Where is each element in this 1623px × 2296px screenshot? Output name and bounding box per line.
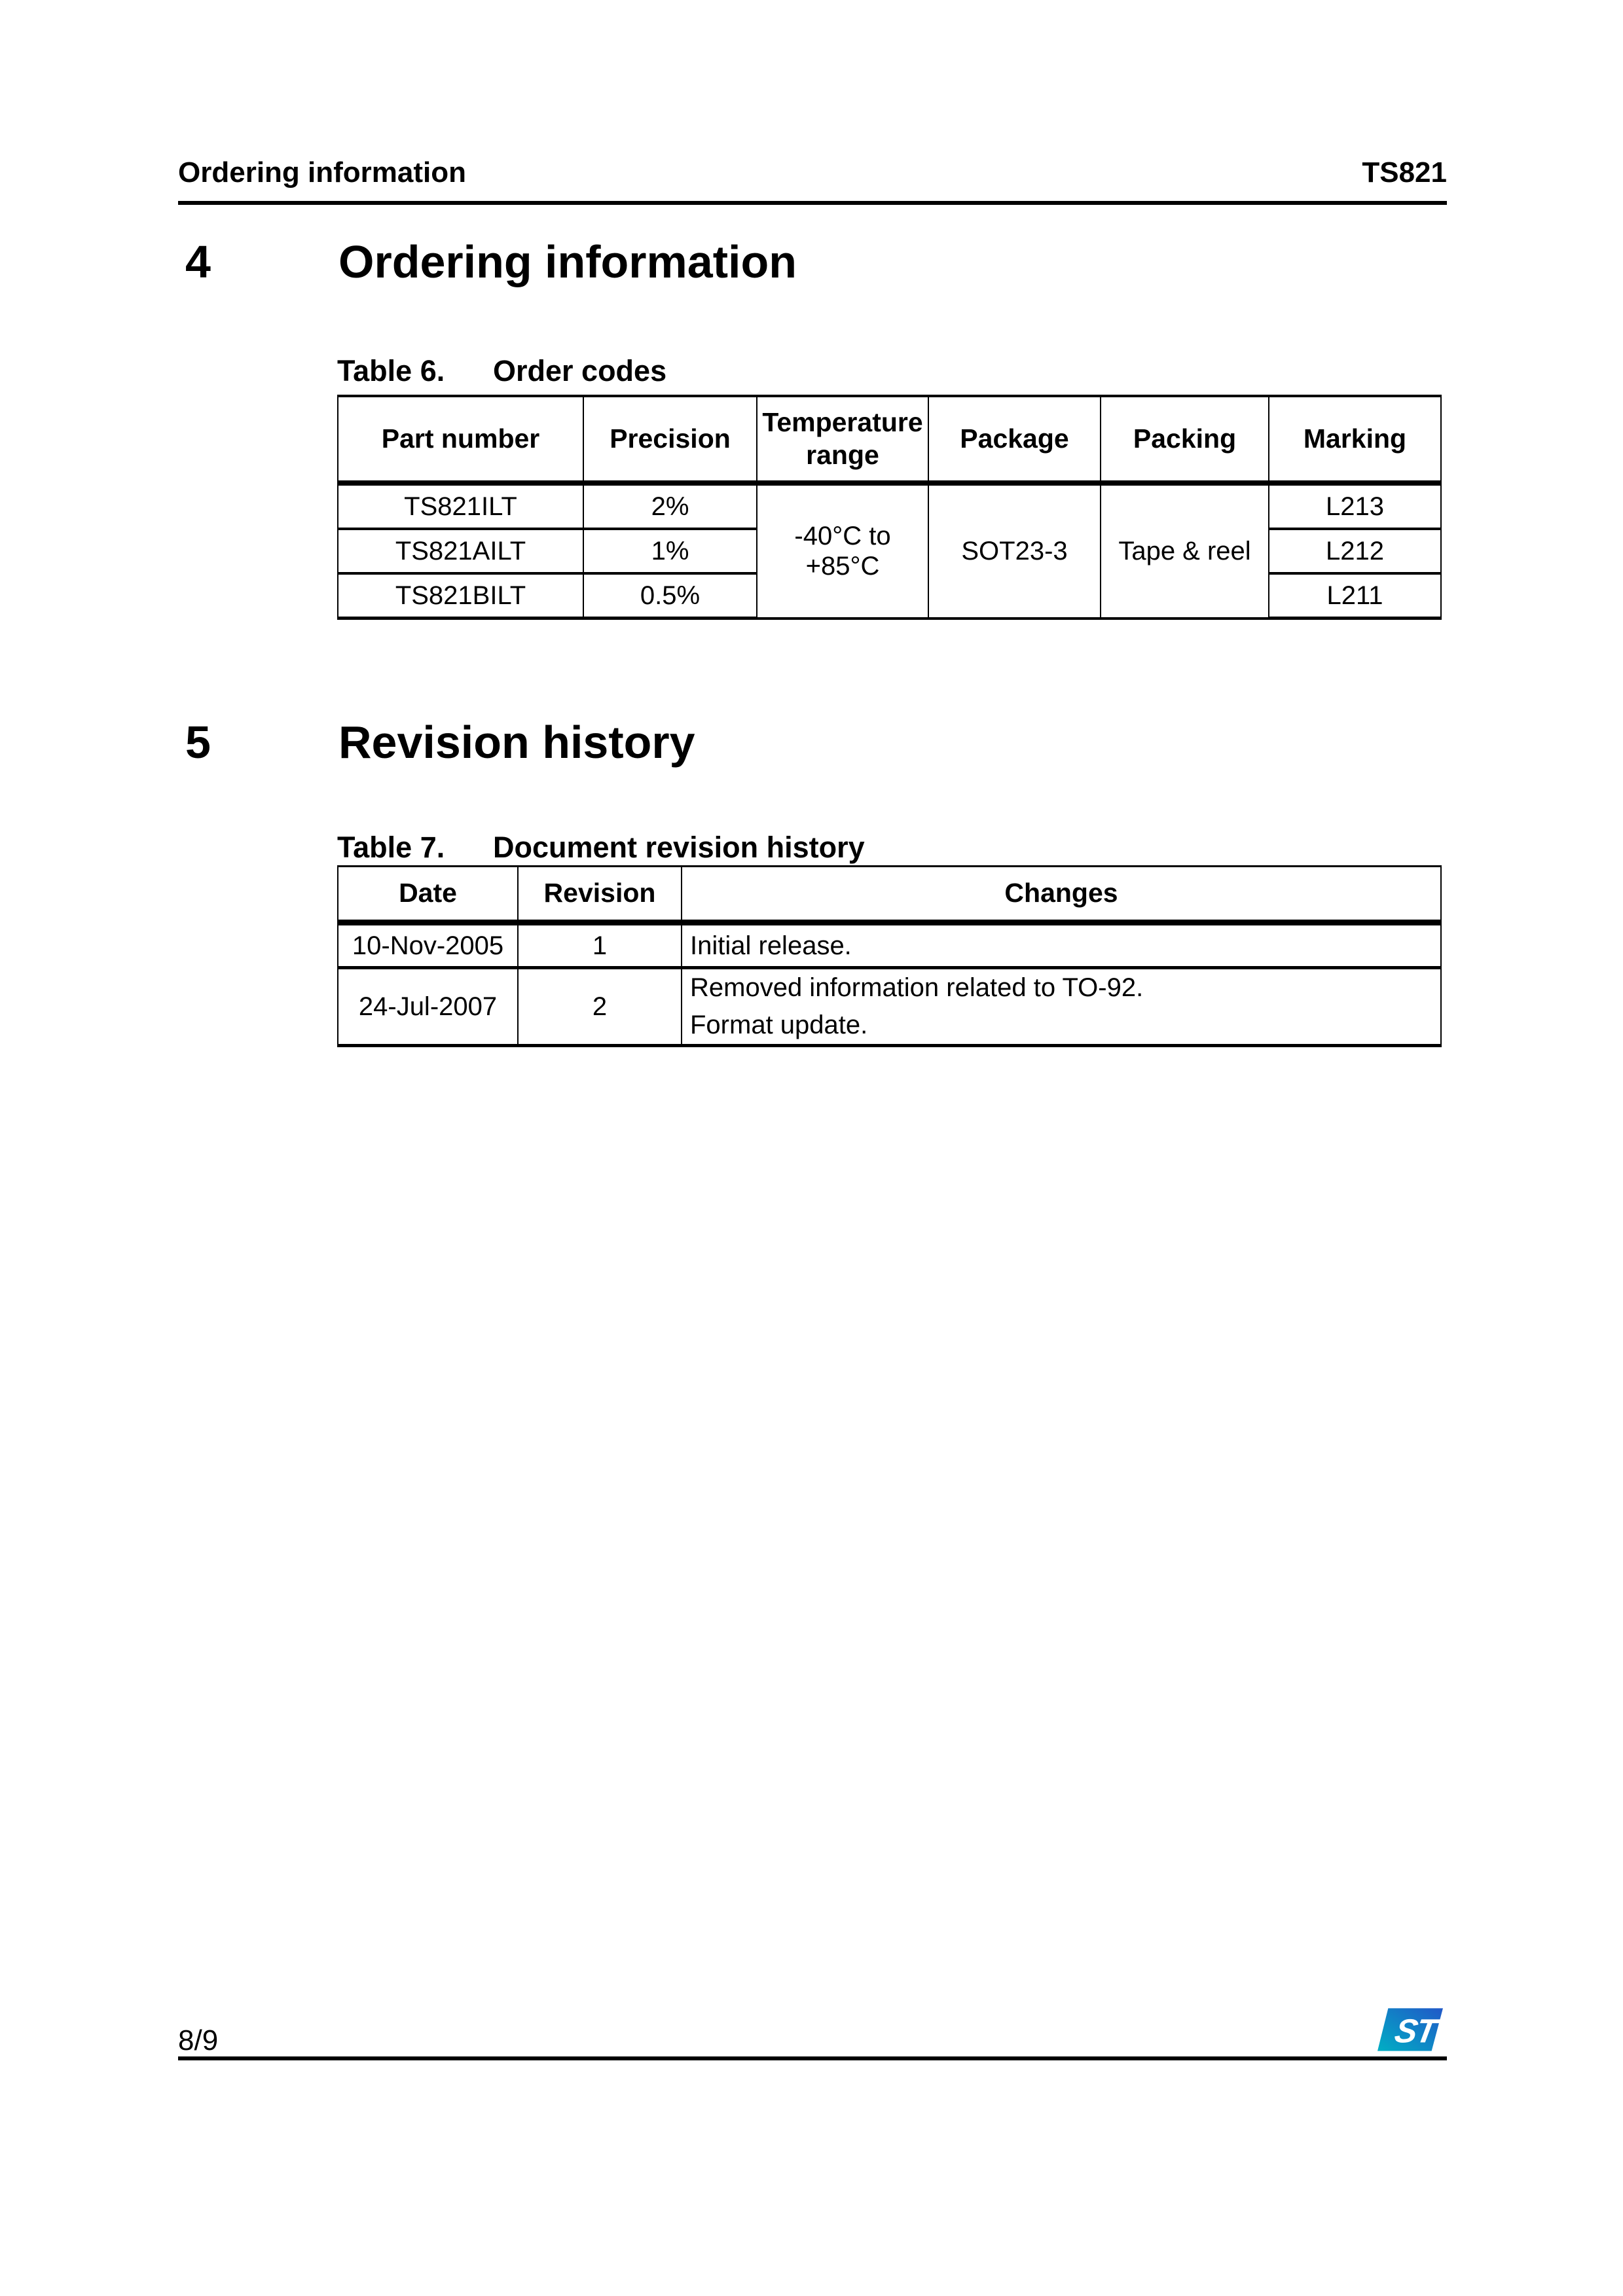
temperature-range-cell xyxy=(757,483,928,619)
part-number-cell: TS821BILT xyxy=(338,573,583,619)
running-header-product: TS821 xyxy=(1362,156,1447,188)
revision-changes-cell xyxy=(682,923,1441,968)
revision-number-cell: 1 xyxy=(518,923,682,968)
precision-cell: 0.5% xyxy=(583,573,757,619)
order-table-header-row xyxy=(338,396,1441,483)
revision-date-cell: 10-Nov-2005 xyxy=(338,923,518,968)
marking-cell: L212 xyxy=(1269,529,1441,573)
order-table-row xyxy=(338,483,1441,529)
revision-table-header-row xyxy=(338,867,1441,923)
section-5-title: Revision history xyxy=(338,717,695,768)
temperature-range-line-1: -40°C to xyxy=(794,522,891,551)
table-7-caption-label: Table 7. xyxy=(337,831,445,864)
st-logo-icon xyxy=(1377,2005,1444,2054)
order-col-package: Package xyxy=(928,396,1101,483)
table-7-caption-title: Document revision history xyxy=(493,831,865,864)
order-col-packing: Packing xyxy=(1101,396,1269,483)
footer-rule xyxy=(178,2056,1447,2060)
revision-number-cell: 2 xyxy=(518,968,682,1046)
revision-table-row xyxy=(338,923,1441,968)
table-6-caption-label: Table 6. xyxy=(337,354,445,387)
changes-line: Removed information related to TO-92. xyxy=(690,973,1144,1002)
header-rule xyxy=(178,201,1447,205)
order-col-precision: Precision xyxy=(583,396,757,483)
packing-cell: Tape & reel xyxy=(1101,483,1269,619)
section-4-title: Ordering information xyxy=(338,236,797,287)
order-col-temperature-range: Temperature range xyxy=(757,396,928,483)
section-5-number: 5 xyxy=(185,717,211,768)
marking-cell: L211 xyxy=(1269,573,1441,619)
changes-line: Initial release. xyxy=(690,931,852,960)
revision-col-date: Date xyxy=(338,867,518,923)
part-number-cell: TS821ILT xyxy=(338,483,583,529)
table-6-caption-title: Order codes xyxy=(493,354,667,387)
order-col-marking: Marking xyxy=(1269,396,1441,483)
revision-history-table xyxy=(337,865,1442,1047)
order-col-part-number: Part number xyxy=(338,396,583,483)
running-header xyxy=(178,157,1447,188)
part-number-cell: TS821AILT xyxy=(338,529,583,573)
st-logo-letters: ST xyxy=(1392,2011,1439,2050)
section-5-heading xyxy=(185,719,695,767)
table-7-caption xyxy=(337,831,865,864)
revision-changes-cell xyxy=(682,968,1441,1046)
package-cell: SOT23-3 xyxy=(928,483,1101,619)
page-number: 8/9 xyxy=(178,2024,219,2056)
section-4-number: 4 xyxy=(185,236,211,287)
order-codes-table xyxy=(337,395,1442,620)
precision-cell: 1% xyxy=(583,529,757,573)
running-header-section: Ordering information xyxy=(178,156,466,188)
section-4-heading xyxy=(185,238,797,287)
changes-line: Format update. xyxy=(690,1011,868,1039)
revision-table-row xyxy=(338,968,1441,1046)
precision-cell: 2% xyxy=(583,483,757,529)
revision-col-revision: Revision xyxy=(518,867,682,923)
revision-col-changes: Changes xyxy=(682,867,1441,923)
table-6-caption xyxy=(337,355,666,387)
marking-cell: L213 xyxy=(1269,483,1441,529)
revision-date-cell: 24-Jul-2007 xyxy=(338,968,518,1046)
temperature-range-line-2: +85°C xyxy=(805,552,880,581)
